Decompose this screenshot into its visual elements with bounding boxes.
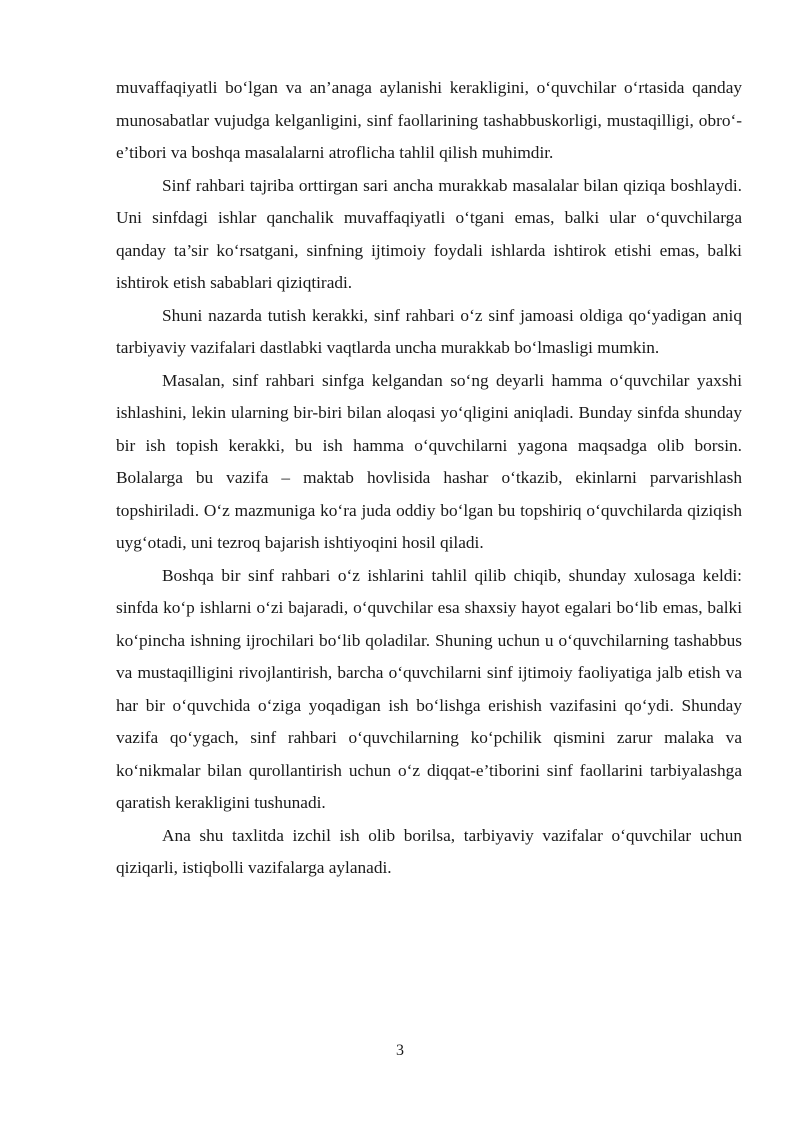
page-number: 3 [396,1042,404,1059]
body-text [116,72,742,885]
paragraph: Masalan, sinf rahbari sinfga kelgandan so‘ng deyarli hamma o‘quvchilar yaxshi ishlashini, lekin ularning bir-biri bilan aloqasi yo‘qligini aniqladi. Bunday sinfda shunday bir ish topish kerakki, bu ish hamma o‘quvchilarni yagona maqsadga olib borsin. Bolalarga bu vazifa – maktab hovlisida hashar o‘tkazib, ekinlarni parvarishlash topshiriladi. O‘z mazmuniga ko‘ra juda oddiy bo‘lgan bu topshiriq o‘quvchilarda qiziqish uyg‘otadi, uni tezroq bajarish ishtiyoqini hosil qiladi. [116,370,742,552]
paragraph: Ana shu taxlitda izchil ish olib borilsa, tarbiyaviy vazifalar o‘quvchilar uchun qiziqarli, istiqbolli vazifalarga aylanadi. [116,825,742,877]
paragraph-continuation: muvaffaqiyatli bo‘lgan va an’anaga aylanishi kerakligini, o‘quvchilar o‘rtasida qanday munosabatlar vujudga kelganligini, sinf faollarining tashabbuskorligi, mustaqilligi, obro‘-e’tibori va boshqa masalalarni atroflicha tahlil qilish muhimdir. [116,78,742,162]
paragraph: Sinf rahbari tajriba orttirgan sari ancha murakkab masalalar bilan qiziqa boshlaydi. Uni sinfdagi ishlar qanchalik muvaffaqiyatli o‘tgani emas, balki ular o‘quvchilarga qanday ta’sir ko‘rsatgani, sinfning ijtimoiy foydali ishlarda ishtirok etishi emas, balki ishtirok etish sabablari qiziqtiradi. [116,175,742,292]
paragraph: Boshqa bir sinf rahbari o‘z ishlarini tahlil qilib chiqib, shunday xulosaga keldi: sinfda ko‘p ishlarni o‘zi bajaradi, o‘quvchilar esa shaxsiy hayot egalari bo‘lib emas, balki ko‘pincha ishning ijrochilari bo‘lib qoladilar. Shuning uchun u o‘quvchilarning tashabbus va mustaqilligini rivojlantirish, barcha o‘quvchilarni sinf ijtimoiy faoliyatiga jalb etish va har bir o‘quvchida o‘ziga yoqadigan ish bo‘lishga erishish vazifasini qo‘ydi. Shunday vazifa qo‘ygach, sinf rahbari o‘quvchilarning ko‘pchilik qismini zarur malaka va ko‘nikmalar bilan qurollantirish uchun o‘z diqqat-e’tiborini sinf faollarini tarbiyalashga qaratish kerakligini tushunadi. [116,565,742,812]
paragraph: Shuni nazarda tutish kerakki, sinf rahbari o‘z sinf jamoasi oldiga qo‘yadigan aniq tarbiyaviy vazifalari dastlabki vaqtlarda uncha murakkab bo‘lmasligi mumkin. [116,305,742,357]
